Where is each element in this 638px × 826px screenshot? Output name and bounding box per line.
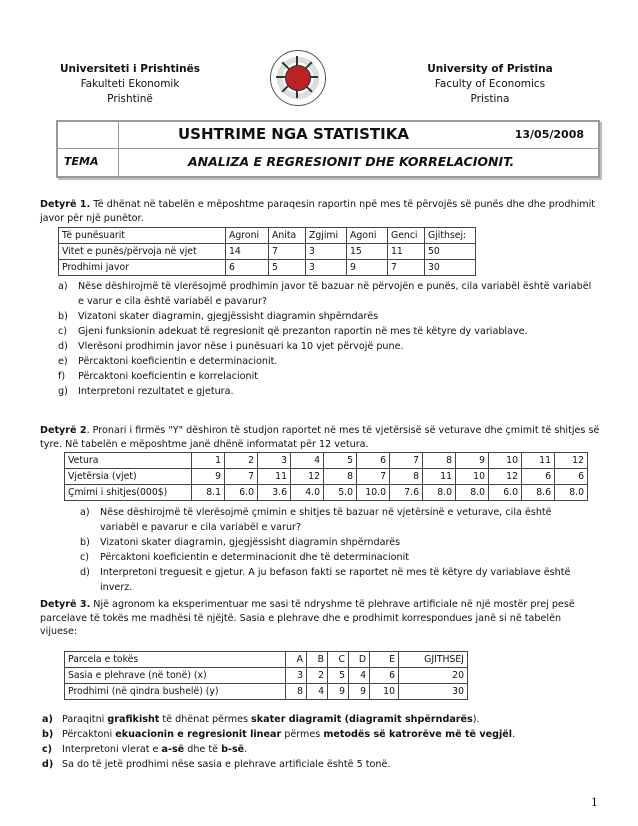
- topic-row: [58, 149, 598, 176]
- table-cell: 8: [286, 683, 307, 699]
- list-text: Interpretoni rezultatet e gjetura.: [78, 386, 234, 397]
- list-item: [42, 727, 562, 742]
- page-title: USHTRIME NGA STATISTIKA: [178, 125, 409, 143]
- tema-label: TEMA: [64, 155, 99, 168]
- table-cell: GJITHSEJ: [399, 651, 468, 667]
- city-sq: Prishtinë: [107, 93, 153, 105]
- table-cell: 2: [225, 453, 258, 469]
- table-cell: 14: [226, 244, 269, 260]
- table-row: [65, 485, 588, 501]
- table-cell: 5: [324, 453, 357, 469]
- table-cell: 10: [456, 469, 489, 485]
- table-row: [65, 683, 468, 699]
- table-cell: 8.1: [192, 485, 225, 501]
- table-cell: Agroni: [226, 228, 269, 244]
- table-row: [65, 469, 588, 485]
- table-cell: Prodhimi (në qindra bushelë) (y): [65, 683, 286, 699]
- list-item: [42, 742, 562, 757]
- list-text: Vizatoni skater diagramin, gjegjëssisht diagramin shpërndarës: [78, 311, 379, 322]
- list-marker: c): [80, 552, 90, 563]
- table-cell: 9: [349, 683, 370, 699]
- exercise-1-intro: [40, 198, 600, 225]
- list-text-part: skater diagramit (diagramit shpërndarës: [251, 713, 473, 725]
- table-cell: 11: [388, 244, 425, 260]
- list-item: [80, 550, 580, 565]
- list-text: Vlerësoni prodhimin javor nëse i punësuari ka 10 vjet përvojë pune.: [78, 341, 404, 352]
- city-en: Pristina: [470, 93, 510, 105]
- table-cell: 8: [324, 469, 357, 485]
- list-text-part: ).: [472, 713, 480, 725]
- list-text-part: b-së: [221, 743, 245, 755]
- exercise-2-intro: [40, 424, 600, 451]
- list-marker: f): [58, 371, 66, 382]
- list-text-part: Sa do të jetë prodhimi nëse sasia e plehrave artificiale është 5 tonë.: [62, 758, 391, 770]
- list-text: [62, 757, 390, 772]
- table-cell: 8.6: [522, 485, 555, 501]
- table-cell: 11: [258, 469, 291, 485]
- list-item: [58, 354, 600, 369]
- exercise-1-questions: [58, 279, 600, 399]
- list-text-part: metodës së katrorëve më të vegjël: [323, 728, 513, 740]
- list-text-part: .: [512, 728, 516, 740]
- list-marker: c): [58, 326, 68, 337]
- table-cell: 4: [291, 453, 324, 469]
- list-marker: d): [42, 758, 54, 770]
- list-marker: g): [58, 386, 68, 397]
- list-item: [58, 279, 600, 309]
- list-text-part: .: [244, 743, 248, 755]
- table-cell: 7: [269, 244, 306, 260]
- table-cell: 5: [328, 667, 349, 683]
- list-marker: c): [42, 743, 53, 755]
- table-cell: 4.0: [291, 485, 324, 501]
- table-cell: 3: [306, 260, 347, 276]
- university-name-en: University of Pristina: [427, 63, 553, 75]
- table-cell: 6.0: [489, 485, 522, 501]
- list-marker: b): [42, 728, 54, 740]
- university-name-sq: Universiteti i Prishtinës: [60, 63, 200, 75]
- table-row: [59, 244, 476, 260]
- table-cell: 11: [423, 469, 456, 485]
- exercise-2: [40, 424, 600, 595]
- table-cell: C: [328, 651, 349, 667]
- table-cell: 12: [489, 469, 522, 485]
- exercise-3-label: Detyrë 3.: [40, 599, 91, 610]
- list-text: [62, 727, 515, 742]
- table-cell: 9: [456, 453, 489, 469]
- exercise-3-table: [64, 651, 468, 700]
- list-text: Përcaktoni koeficientin e korrelacionit: [78, 371, 259, 382]
- list-text-part: grafikisht: [107, 713, 160, 725]
- exercise-2-label: Detyrë 2: [40, 425, 87, 436]
- exercise-3-questions: [42, 712, 562, 772]
- table-row: [65, 667, 468, 683]
- table-cell: Gjithsej:: [425, 228, 476, 244]
- table-cell: 2: [307, 667, 328, 683]
- list-item: [80, 505, 580, 535]
- table-cell: 7: [357, 469, 390, 485]
- table-cell: Sasia e plehrave (në tonë) (x): [65, 667, 286, 683]
- table-cell: 4: [307, 683, 328, 699]
- table-cell: 50: [425, 244, 476, 260]
- table-cell: Genci: [388, 228, 425, 244]
- list-text-part: a-së: [161, 743, 185, 755]
- list-text-part: Paraqitni: [62, 713, 108, 725]
- exercise-3: [40, 598, 600, 772]
- table-cell: 5.0: [324, 485, 357, 501]
- table-cell: 30: [425, 260, 476, 276]
- page-number: 1: [591, 796, 598, 809]
- list-text-part: Interpretoni vlerat e: [62, 743, 162, 755]
- table-cell: 3: [306, 244, 347, 260]
- table-cell: Zgjimi: [306, 228, 347, 244]
- table-row: [65, 453, 588, 469]
- table-cell: 9: [347, 260, 388, 276]
- faculty-name-sq: Fakulteti Ekonomik: [80, 78, 180, 90]
- exercise-2-text: . Pronari i firmës "Y" dëshiron të studjon raportet në mes të vjetërsisë së veturave dhe çmimit të shitjes së tyre. Në tabelën e mëposhtme janë dhënë informatat për 12 vetura.: [40, 425, 600, 450]
- table-cell: Agoni: [347, 228, 388, 244]
- exercise-1-text: Të dhënat në tabelën e mëposhtme paraqesin raportin npë mes të përvojës së punës dhe dhe prodhimit javor për një punëtor.: [40, 199, 596, 224]
- exercise-3-intro: [40, 598, 600, 639]
- table-cell: Vitet e punës/përvoja në vjet: [59, 244, 226, 260]
- exercise-3-text: Një agronom ka eksperimentuar me sasi të ndryshme të plehrave artificiale në një mostër prej pesë parcelave të tokës me madhësi të njëjtë. Sasia e plehrave dhe e prodhimit korrespondues janë si në tabelën vijuese:: [40, 599, 575, 637]
- table-cell: Anita: [269, 228, 306, 244]
- table-cell: 12: [555, 453, 588, 469]
- exercise-2-table: [64, 452, 588, 501]
- list-text: Gjeni funksionin adekuat të regresionit që prezanton raportin në mes të këtyre dy variablave.: [78, 326, 528, 337]
- list-text: Interpretoni treguesit e gjetur. A ju befason fakti se raportet në mes të këtyre dy variablave është inverz.: [100, 567, 571, 593]
- table-cell: 3: [258, 453, 291, 469]
- table-cell: 11: [522, 453, 555, 469]
- table-cell: 3.6: [258, 485, 291, 501]
- list-marker: a): [42, 713, 53, 725]
- list-text: Përcaktoni koeficientin e determinacionit dhe të determinacionit: [100, 552, 409, 563]
- list-marker: a): [58, 281, 68, 292]
- table-cell: Parcela e tokës: [65, 651, 286, 667]
- table-cell: 7: [388, 260, 425, 276]
- table-cell: 15: [347, 244, 388, 260]
- exercise-2-questions: [80, 505, 580, 595]
- exercise-1: [40, 198, 600, 399]
- header-left: [40, 62, 220, 107]
- table-cell: 8: [390, 469, 423, 485]
- table-cell: 20: [399, 667, 468, 683]
- table-cell: 8.0: [423, 485, 456, 501]
- list-item: [58, 339, 600, 354]
- list-text: [62, 712, 480, 727]
- list-item: [58, 324, 600, 339]
- table-cell: 8: [423, 453, 456, 469]
- table-cell: 6: [370, 667, 399, 683]
- table-cell: 8.0: [555, 485, 588, 501]
- table-cell: Vetura: [65, 453, 192, 469]
- table-cell: Çmimi i shitjes(000$): [65, 485, 192, 501]
- list-marker: e): [58, 356, 68, 367]
- table-cell: 6: [555, 469, 588, 485]
- list-text-part: dhe të: [184, 743, 222, 755]
- table-row: [59, 228, 476, 244]
- table-cell: B: [307, 651, 328, 667]
- table-cell: 1: [192, 453, 225, 469]
- table-cell: 7: [390, 453, 423, 469]
- table-cell: 30: [399, 683, 468, 699]
- table-cell: 10: [489, 453, 522, 469]
- table-cell: 7: [225, 469, 258, 485]
- table-cell: 12: [291, 469, 324, 485]
- title-row: [58, 122, 598, 149]
- table-cell: 6: [522, 469, 555, 485]
- table-row: [65, 651, 468, 667]
- list-text-part: Përcaktoni: [62, 728, 116, 740]
- list-item: [42, 757, 562, 772]
- header-right: [400, 62, 580, 107]
- list-text: Nëse dëshirojmë të vlerësojmë çmimin e shitjes të bazuar në vjetërsinë e veturave, cila është variabël e pavarur e cila variabël e varur?: [100, 507, 552, 533]
- table-cell: D: [349, 651, 370, 667]
- list-item: [58, 369, 600, 384]
- title-divider: [118, 122, 119, 176]
- list-item: [80, 535, 580, 550]
- university-seal-icon: [270, 50, 326, 106]
- title-box: [56, 120, 600, 178]
- list-item: [58, 309, 600, 324]
- list-item: [42, 712, 562, 727]
- list-item: [80, 565, 580, 595]
- faculty-name-en: Faculty of Economics: [434, 78, 546, 90]
- table-cell: 6: [357, 453, 390, 469]
- table-cell: 6.0: [225, 485, 258, 501]
- list-text: [62, 742, 247, 757]
- table-cell: 10.0: [357, 485, 390, 501]
- table-cell: Të punësuarit: [59, 228, 226, 244]
- list-text: Vizatoni skater diagramin, gjegjëssisht diagramin shpërndarës: [100, 537, 401, 548]
- table-cell: 9: [328, 683, 349, 699]
- exercise-1-table: [58, 227, 476, 276]
- table-cell: Prodhimi javor: [59, 260, 226, 276]
- table-cell: 8.0: [456, 485, 489, 501]
- table-cell: 4: [349, 667, 370, 683]
- list-marker: d): [80, 567, 90, 578]
- list-text: Nëse dëshirojmë të vlerësojmë prodhimin javor të bazuar në përvojën e punës, cila variabël është variabël e varur e cila është variabël e pavarur?: [78, 281, 592, 307]
- table-cell: 5: [269, 260, 306, 276]
- list-text-part: përmes: [281, 728, 324, 740]
- exercise-1-label: Detyrë 1.: [40, 199, 91, 210]
- list-marker: b): [58, 311, 68, 322]
- table-cell: 7.6: [390, 485, 423, 501]
- topic-title: ANALIZA E REGRESIONIT DHE KORRELACIONIT.: [188, 154, 515, 169]
- table-cell: 10: [370, 683, 399, 699]
- table-cell: 9: [192, 469, 225, 485]
- list-text-part: të dhënat përmes: [159, 713, 252, 725]
- list-marker: a): [80, 507, 90, 518]
- list-marker: d): [58, 341, 68, 352]
- table-cell: E: [370, 651, 399, 667]
- list-marker: b): [80, 537, 90, 548]
- table-row: [59, 260, 476, 276]
- list-text-part: ekuacionin e regresionit linear: [115, 728, 282, 740]
- table-cell: Vjetërsia (vjet): [65, 469, 192, 485]
- list-text: Përcaktoni koeficientin e determinacionit.: [78, 356, 278, 367]
- table-cell: 3: [286, 667, 307, 683]
- list-item: [58, 384, 600, 399]
- title-date: 13/05/2008: [514, 128, 584, 141]
- table-cell: A: [286, 651, 307, 667]
- table-cell: 6: [226, 260, 269, 276]
